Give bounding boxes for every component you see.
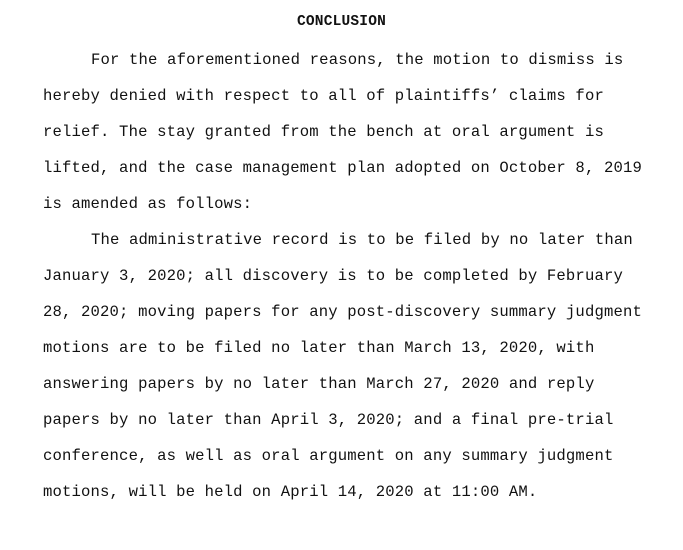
paragraph-1-line-5: is amended as follows:: [43, 195, 253, 213]
paragraph-2-line-8: motions, will be held on April 14, 2020 at 11:00 AM.: [43, 483, 538, 501]
paragraph-2-line-1: The administrative record is to be filed by no later than: [91, 231, 633, 249]
paragraph-2-line-7: conference, as well as oral argument on any summary judgment: [43, 447, 614, 465]
paragraph-2-line-3: 28, 2020; moving papers for any post-discovery summary judgment: [43, 303, 642, 321]
paragraph-2-line-6: papers by no later than April 3, 2020; and a final pre-trial: [43, 411, 614, 429]
paragraph-2-line-2: January 3, 2020; all discovery is to be completed by February: [43, 267, 623, 285]
paragraph-2-line-5: answering papers by no later than March 27, 2020 and reply: [43, 375, 595, 393]
paragraph-2-line-4: motions are to be filed no later than March 13, 2020, with: [43, 339, 595, 357]
section-heading: CONCLUSION: [296, 14, 386, 30]
paragraph-1-line-3: relief. The stay granted from the bench at oral argument is: [43, 123, 604, 141]
paragraph-1-line-4: lifted, and the case management plan adopted on October 8, 2019: [43, 159, 642, 177]
paragraph-1-line-2: hereby denied with respect to all of plaintiffs’ claims for: [43, 87, 604, 105]
paragraph-1-line-1: For the aforementioned reasons, the motion to dismiss is: [91, 51, 624, 69]
